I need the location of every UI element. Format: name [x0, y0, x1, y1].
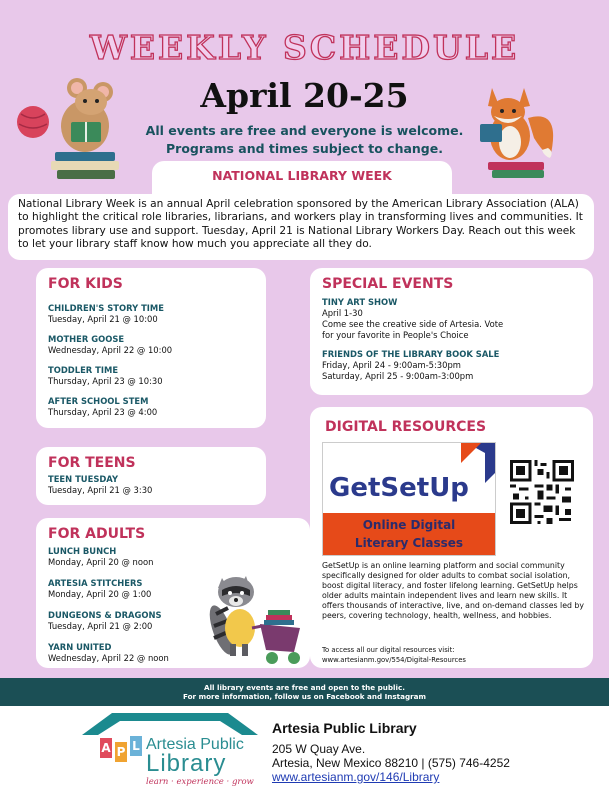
digital-access-label: To access all our digital resources visit: [322, 646, 455, 654]
raccoon-cart-illustration [200, 568, 310, 672]
library-logo-letter: L [130, 736, 142, 756]
getsetup-banner [323, 513, 495, 555]
event-name: FRIENDS OF THE LIBRARY BOOK SALE [322, 349, 500, 359]
week-dates: April 20-25 [200, 76, 409, 115]
event-time: Wednesday, April 22 @ 10:00 [48, 345, 173, 355]
event-name: DUNGEONS & DRAGONS [48, 610, 162, 620]
adults-event [48, 578, 151, 600]
event-name: TEEN TUESDAY [48, 474, 119, 484]
subtitle-line: All events are free and everyone is welcome. [145, 123, 464, 138]
art-show-event [322, 297, 503, 341]
kids-heading: FOR KIDS [48, 276, 123, 292]
kids-event [48, 334, 172, 356]
library-tagline: learn · experience · grow [146, 777, 254, 787]
footer-line: For more information, follow us on Facebook and Instagram [183, 692, 426, 701]
event-time: Tuesday, April 21 @ 10:00 [48, 314, 158, 324]
nlw-body: National Library Week is an annual April celebration sponsored by the American Library Association (ALA) to highlight the critical role libraries, librarians, and workers play in transforming lives and communities. It promotes library use and support. Tuesday, April 21 is National Library Workers Day. Reach out this week to let your library staff know how much you appreciate all they do. [18, 198, 583, 250]
digital-resources-heading: DIGITAL RESOURCES [325, 419, 487, 435]
event-name: CHILDREN'S STORY TIME [48, 303, 164, 313]
footer-line: All library events are free and open to the public. [204, 683, 405, 692]
event-dates: April 1-30 [322, 308, 363, 318]
kids-event [48, 365, 163, 387]
library-website-link[interactable]: www.artesianm.gov/146/Library [272, 770, 440, 784]
event-name: ARTESIA STITCHERS [48, 578, 143, 588]
adults-event [48, 610, 162, 632]
kids-event [48, 303, 164, 325]
banner-line: Literary Classes [354, 536, 464, 550]
event-name: YARN UNITED [48, 642, 112, 652]
event-time: Tuesday, April 21 @ 2:00 [48, 621, 153, 631]
library-logo-line1: Artesia Public [146, 736, 244, 753]
cart [260, 624, 300, 652]
event-time: Wednesday, April 22 @ noon [48, 653, 169, 663]
nlw-heading: NATIONAL LIBRARY WEEK [212, 168, 392, 183]
event-time: Monday, April 20 @ noon [48, 557, 154, 567]
subtitle-line: Programs and times subject to change. [166, 141, 443, 156]
library-logo-letter: A [100, 738, 112, 758]
footer-bar [0, 678, 609, 706]
digital-access-link[interactable]: www.artesianm.gov/554/Digital-Resources [322, 656, 466, 664]
event-desc: for your favorite in People's Choice [322, 330, 469, 340]
event-desc: Come see the creative side of Artesia. Vote [322, 319, 504, 329]
qr-code[interactable] [510, 460, 574, 524]
book-sale-event [322, 349, 499, 382]
library-logo-line2: Library [146, 750, 227, 777]
event-time: Friday, April 24 - 9:00am-5:30pm [322, 360, 461, 370]
event-name: TINY ART SHOW [322, 297, 398, 307]
event-time: Monday, April 20 @ 1:00 [48, 589, 152, 599]
library-name: Artesia Public Library [272, 720, 417, 736]
getsetup-logo [322, 442, 496, 556]
event-name: AFTER SCHOOL STEM [48, 396, 149, 406]
event-time: Saturday, April 25 - 9:00am-3:00pm [322, 371, 474, 381]
kids-event [48, 396, 157, 418]
teens-heading: FOR TEENS [48, 455, 136, 471]
library-logo-letter: P [115, 742, 127, 762]
event-name: MOTHER GOOSE [48, 334, 125, 344]
library-roof-icon [82, 709, 258, 735]
adults-heading: FOR ADULTS [48, 526, 146, 542]
event-time: Tuesday, April 21 @ 3:30 [48, 485, 153, 495]
library-address: 205 W Quay Ave. [272, 742, 366, 756]
getsetup-wordmark: GetSetUp [329, 473, 469, 503]
library-city-phone: Artesia, New Mexico 88210 | (575) 746-4252 [272, 756, 510, 770]
digital-body: GetSetUp is an online learning platform and social community specifically designed for older adults to combat social isolation, boost digital literacy, and foster lifelong learning. GetSetUp helps older adults maintain independent lives and learn new skills. It offers thousands of interactive, live, and on-demand classes led by peers, covering technology, health, wellness, and hobbies. [322, 561, 584, 620]
event-name: TODDLER TIME [48, 365, 119, 375]
adults-event [48, 642, 169, 664]
adults-event [48, 546, 153, 568]
banner-line: Online Digital [362, 518, 456, 532]
event-time: Thursday, April 23 @ 10:30 [48, 376, 163, 386]
event-time: Thursday, April 23 @ 4:00 [48, 407, 158, 417]
subtitle [0, 122, 609, 158]
special-events-heading: SPECIAL EVENTS [322, 276, 454, 292]
teens-event [48, 474, 152, 496]
event-name: LUNCH BUNCH [48, 546, 117, 556]
page-title: WEEKLY SCHEDULE [89, 28, 520, 67]
